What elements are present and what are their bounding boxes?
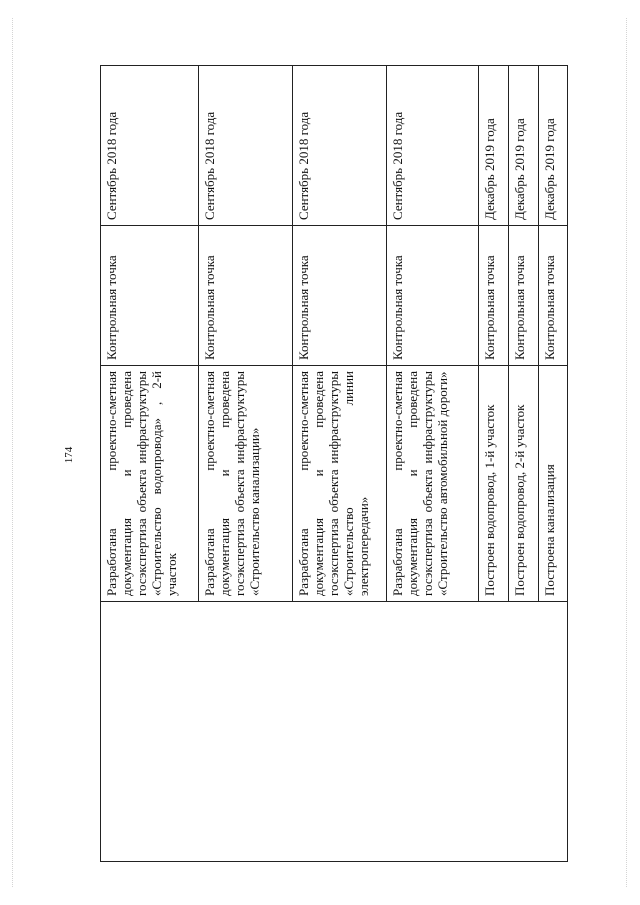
type-cell: Контрольная точка	[101, 226, 199, 366]
type-cell: Контрольная точка	[199, 226, 293, 366]
date-cell: Сентябрь 2018 года	[101, 66, 199, 226]
date-cell: Сентябрь 2018 года	[293, 66, 387, 226]
task-cell: Построен водопровод, 2-й участок	[509, 366, 539, 602]
type-cell: Контрольная точка	[509, 226, 539, 366]
task-cell: Разработана проектно-сметная документация и проведена госэкспертиза объекта инфраструктуры «Строительство канализации»	[199, 366, 293, 602]
scan-edge-left	[12, 18, 13, 887]
page-number: 174	[63, 446, 75, 464]
rotated-table-container	[100, 66, 567, 862]
date-cell: Сентябрь 2018 года	[387, 66, 479, 226]
table-row	[101, 66, 199, 862]
date-cell: Декабрь 2019 года	[509, 66, 539, 226]
scan-edge-right	[626, 18, 627, 887]
type-cell: Контрольная точка	[479, 226, 509, 366]
type-cell: Контрольная точка	[387, 226, 479, 366]
merged-empty-cell	[101, 602, 568, 862]
date-cell: Сентябрь 2018 года	[199, 66, 293, 226]
task-cell: Разработана проектно-сметная документация и проведена госэкспертиза объекта инфраструктуры «Строительство автомобильной дороги»	[387, 366, 479, 602]
type-cell: Контрольная точка	[539, 226, 568, 366]
type-cell: Контрольная точка	[293, 226, 387, 366]
date-cell: Декабрь 2019 года	[539, 66, 568, 226]
milestones-table	[100, 65, 568, 862]
date-cell: Декабрь 2019 года	[479, 66, 509, 226]
task-cell: Построена канализация	[539, 366, 568, 602]
task-cell: Разработана проектно-сметная документация и проведена госэкспертиза объекта инфраструктуры «Строительство водопровода» , 2-й участок	[101, 366, 199, 602]
task-cell: Построен водопровод, 1-й участок	[479, 366, 509, 602]
task-cell: Разработана проектно-сметная документация и проведена госэкспертиза объекта инфраструктуры «Строительство линии электропередачи»	[293, 366, 387, 602]
